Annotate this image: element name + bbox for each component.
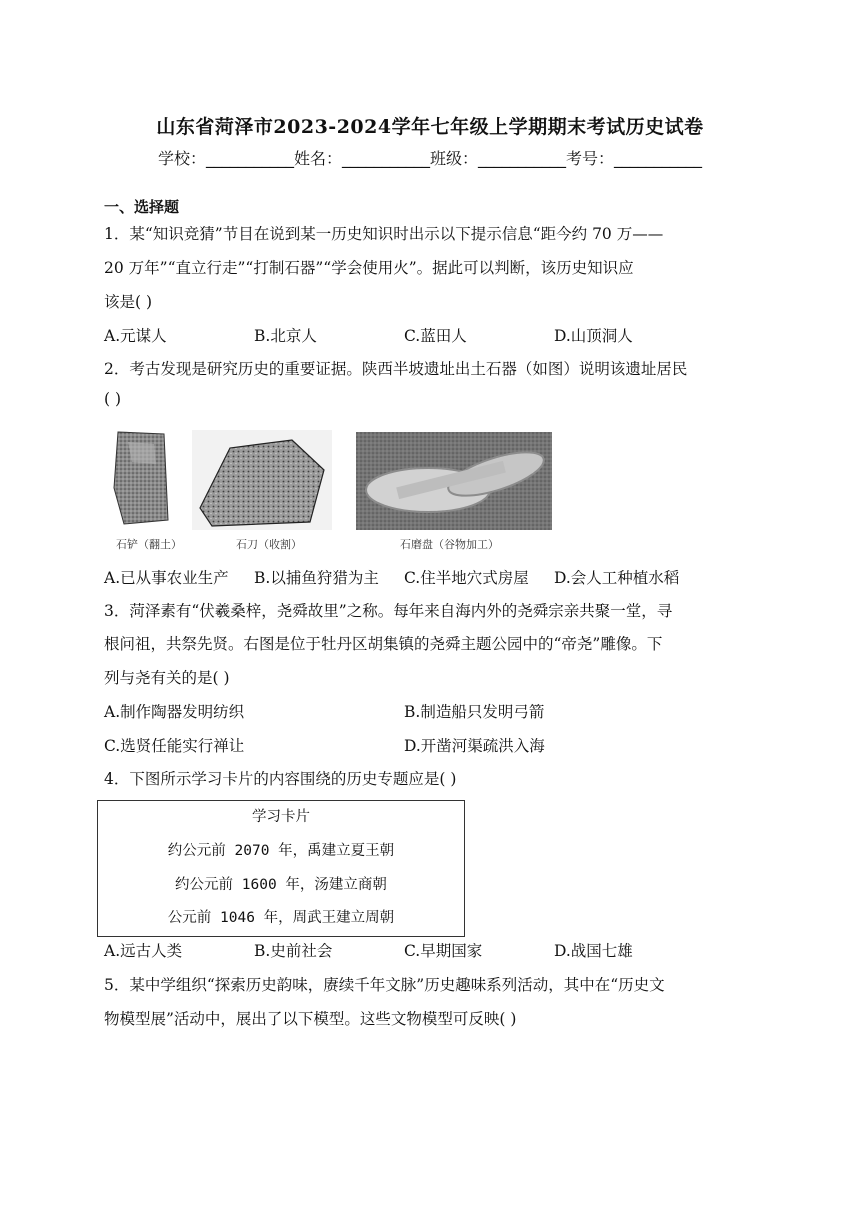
- option-a: A.元谋人: [104, 327, 167, 345]
- question-text-line: 20 万年”“直立行走”“打制石器”“学会使用火”。据此可以判断，该历史知识应: [104, 259, 634, 277]
- option-b: B.史前社会: [254, 942, 333, 960]
- option-d: D.会人工种植水稻: [554, 569, 680, 587]
- question-text-line: 3．菏泽素有“伏羲桑梓，尧舜故里”之称。每年来自海内外的尧舜宗亲共聚一堂，寻: [104, 602, 673, 620]
- question-text-line: 物模型展”活动中，展出了以下模型。这些文物模型可反映( ): [104, 1010, 517, 1028]
- stone-knife-image: [192, 430, 332, 530]
- option-b: B.北京人: [254, 327, 317, 345]
- question-text-line: 该是( ): [104, 293, 153, 311]
- question-text-line: 1．某“知识竞猜”节目在说到某一历史知识时出示以下提示信息“距今约 70 万——: [104, 225, 664, 243]
- option-a: A.已从事农业生产: [104, 569, 229, 587]
- question-text-line: 4．下图所示学习卡片的内容围绕的历史专题应是( ): [104, 770, 457, 788]
- question-text-line: 2．考古发现是研究历史的重要证据。陕西半坡遗址出土石器（如图）说明该遗址居民: [104, 360, 688, 378]
- option-b: B.制造船只发明弓箭: [404, 703, 545, 721]
- option-a: A.远古人类: [104, 942, 183, 960]
- question-text-line: 5．某中学组织“探索历史韵味，赓续千年文脉”历史趣味系列活动，其中在“历史文: [104, 976, 665, 994]
- question-text-line: 根问祖，共祭先贤。右图是位于牡丹区胡集镇的尧舜主题公园中的“帝尧”雕像。下: [104, 635, 663, 653]
- stone-tools-figure: [104, 428, 564, 558]
- study-card: [97, 800, 465, 937]
- study-card-item: 公元前 1046 年，周武王建立周朝: [167, 910, 395, 926]
- option-d: D.山顶洞人: [554, 327, 633, 345]
- grinding-stone-image: [356, 432, 552, 530]
- option-a: A.制作陶器发明纺织: [104, 703, 245, 721]
- figure-caption: 石磨盘（谷物加工）: [400, 538, 499, 551]
- section-heading: 一、选择题: [104, 198, 180, 216]
- option-c: C.早期国家: [404, 942, 483, 960]
- question-text-line: ( ): [104, 390, 122, 408]
- option-d: D.开凿河渠疏洪入海: [404, 737, 545, 755]
- study-card-title: 学习卡片: [252, 809, 310, 825]
- study-card-item: 约公元前 1600 年，汤建立商朝: [175, 877, 387, 893]
- option-d: D.战国七雄: [554, 942, 633, 960]
- option-b: B.以捕鱼狩猎为主: [254, 569, 379, 587]
- figure-caption: 石刀（收割）: [236, 538, 302, 551]
- option-c: C.住半地穴式房屋: [404, 569, 529, 587]
- student-info-line: 学校：___________姓名：___________班级：___________考号：___________: [157, 149, 702, 168]
- option-c: C.选贤任能实行禅让: [104, 737, 245, 755]
- stone-shovel-image: [104, 428, 184, 528]
- figure-caption: 石铲（翻土）: [116, 538, 182, 551]
- study-card-item: 约公元前 2070 年，禹建立夏王朝: [167, 843, 395, 859]
- exam-title: 山东省菏泽市2023-2024学年七年级上学期期末考试历史试卷: [156, 116, 704, 138]
- question-text-line: 列与尧有关的是( ): [104, 669, 230, 687]
- option-c: C.蓝田人: [404, 327, 467, 345]
